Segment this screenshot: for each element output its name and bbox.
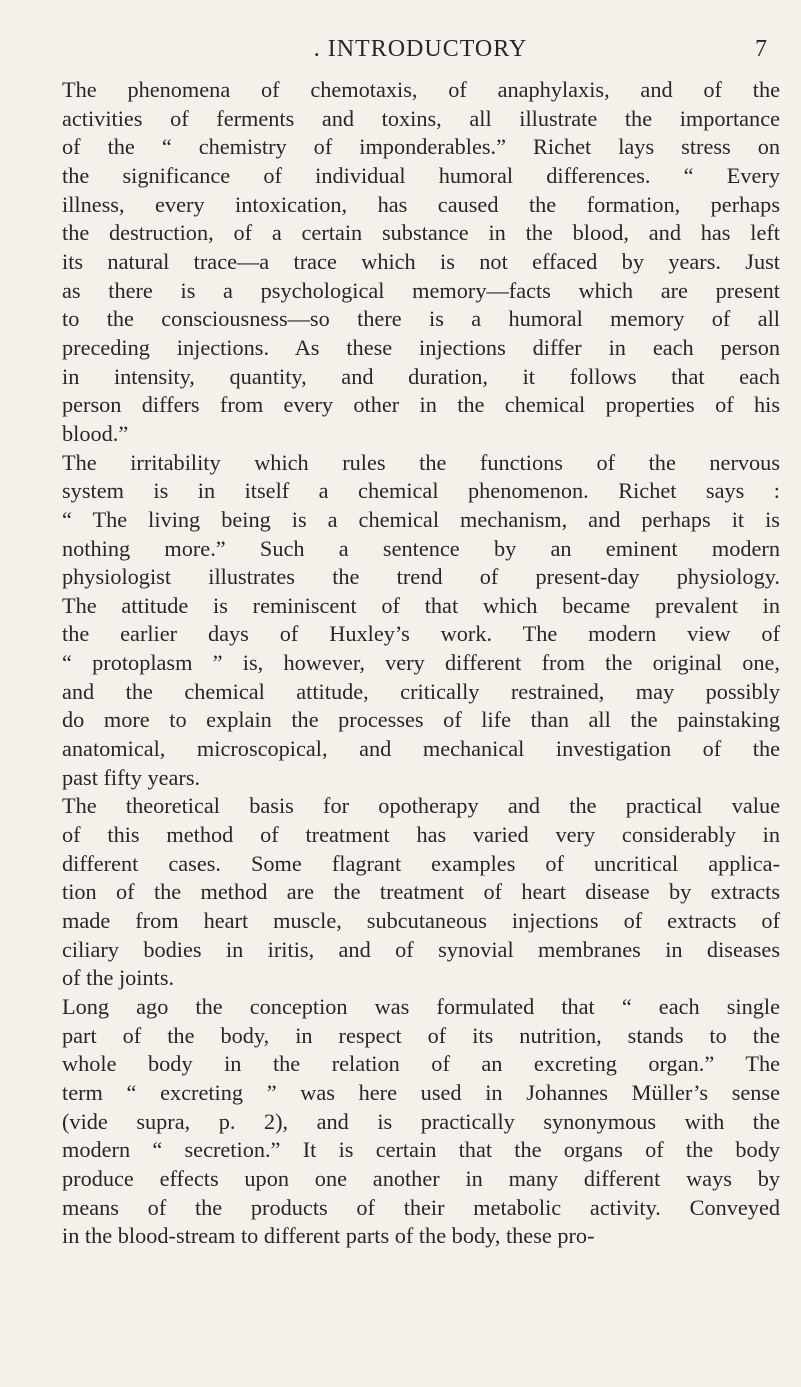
text-line: of this method of treatment has varied very considerably in bbox=[62, 822, 780, 848]
text-line: tion of the method are the treatment of heart disease by extracts bbox=[62, 879, 780, 905]
text-line: preceding injections. As these injections differ in each person bbox=[62, 334, 780, 360]
text-line: different cases. Some flagrant examples of uncritical applica- bbox=[62, 850, 780, 876]
text-line: system is in itself a chemical phenomenon. Richet says : bbox=[62, 478, 780, 504]
text-line: blood.” bbox=[62, 420, 129, 446]
text-line: anatomical, microscopical, and mechanical investigation of the bbox=[62, 736, 780, 762]
text-line: past fifty years. bbox=[62, 764, 201, 790]
running-head-title: . INTRODUCTORY bbox=[313, 36, 528, 62]
running-head bbox=[62, 36, 779, 70]
paragraph bbox=[62, 993, 780, 1251]
text-line: of the joints. bbox=[62, 965, 175, 991]
text-line: The attitude is reminiscent of that which became prevalent in bbox=[62, 592, 780, 618]
text-line: produce effects upon one another in many different ways by bbox=[62, 1165, 780, 1191]
paragraph bbox=[62, 792, 780, 993]
text-line: do more to explain the processes of life than all the painstaking bbox=[62, 707, 780, 733]
text-line: illness, every intoxication, has caused the formation, perhaps bbox=[62, 191, 780, 217]
text-line: Long ago the conception was formulated that “ each single bbox=[62, 994, 780, 1019]
text-line: The irritability which rules the functions of the nervous bbox=[62, 449, 780, 475]
text-line: as there is a psychological memory—facts which are present bbox=[62, 277, 780, 303]
text-line: in intensity, quantity, and duration, it follows that each bbox=[62, 363, 780, 389]
text-line: activities of ferments and toxins, all illustrate the importance bbox=[62, 105, 780, 131]
text-line: whole body in the relation of an excreting organ.” The bbox=[62, 1051, 780, 1077]
text-line: term “ excreting ” was here used in Johannes Müller’s sense bbox=[62, 1079, 780, 1105]
text-line: modern “ secretion.” It is certain that the organs of the body bbox=[62, 1137, 780, 1163]
text-line: “ The living being is a chemical mechanism, and perhaps it is bbox=[62, 506, 780, 532]
text-line: the significance of individual humoral differences. “ Every bbox=[62, 162, 780, 188]
text-line: person differs from every other in the chemical properties of his bbox=[62, 392, 780, 418]
text-line: the earlier days of Huxley’s work. The modern view of bbox=[62, 621, 780, 647]
text-line: nothing more.” Such a sentence by an eminent modern bbox=[62, 535, 780, 561]
text-line: physiologist illustrates the trend of present-day physiology. bbox=[62, 564, 780, 590]
page-number: 7 bbox=[755, 36, 767, 62]
text-line: means of the products of their metabolic activity. Conveyed bbox=[62, 1194, 780, 1220]
text-line: and the chemical attitude, critically restrained, may possibly bbox=[62, 678, 780, 704]
text-line: “ protoplasm ” is, however, very different from the original one, bbox=[62, 650, 780, 676]
text-line: in the blood-stream to different parts of the body, these pro- bbox=[62, 1223, 595, 1249]
text-line: ciliary bodies in iritis, and of synovial membranes in diseases bbox=[62, 936, 780, 962]
text-line: made from heart muscle, subcutaneous injections of extracts of bbox=[62, 908, 780, 934]
text-line: the destruction, of a certain substance in the blood, and has left bbox=[62, 220, 780, 246]
text-line: of the “ chemistry of imponderables.” Richet lays stress on bbox=[62, 134, 780, 160]
body-text bbox=[62, 76, 780, 1251]
text-line: its natural trace—a trace which is not effaced by years. Just bbox=[62, 248, 780, 274]
paragraph bbox=[62, 449, 780, 793]
text-line: to the consciousness—so there is a humoral memory of all bbox=[62, 306, 780, 332]
text-line: The theoretical basis for opotherapy and the practical value bbox=[62, 793, 780, 819]
paragraph bbox=[62, 76, 780, 449]
text-line: part of the body, in respect of its nutrition, stands to the bbox=[62, 1022, 780, 1048]
text-line: The phenomena of chemotaxis, of anaphylaxis, and of the bbox=[62, 77, 780, 102]
text-line: (vide supra, p. 2), and is practically synonymous with the bbox=[62, 1108, 780, 1134]
